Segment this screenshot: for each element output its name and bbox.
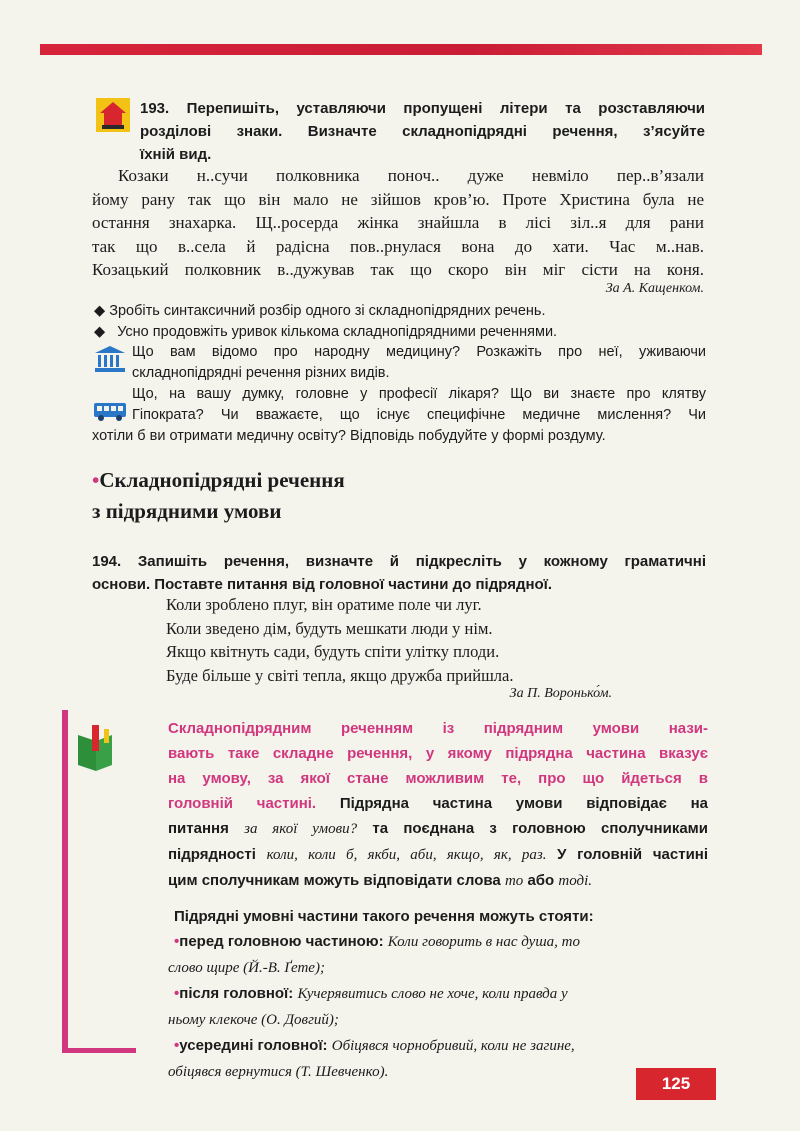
rule-corner-bar [62,1048,136,1053]
task-line: Що, на вашу думку, головне у професії лікаря? Що ви знаєте про клятву [132,386,706,402]
task-line: хотіли б ви отримати медичну освіту? Відповідь побудуйте у формі роздуму. [92,428,606,444]
bus-icon [93,400,127,422]
poem-line: Коли зведено дім, будуть мешкати люди у нім. [166,618,493,638]
task-item: ◆ Усно продовжіть уривок кількома складнопідрядними реченнями. [94,324,558,340]
top-color-bar [40,44,762,55]
rule-line: підрядності коли, коли б, якби, аби, якщо, як, раз. У головній частині [168,846,709,863]
text-line: Козацький полковник в..дужував так що скоро він міг сісти на коня. [92,260,704,279]
text-line: йому рану так що він мало не зійшов кров’ю. Проте Христина була не [92,189,704,209]
task-item: ◆ Зробіть синтаксичний розбір одного зі складнопідрядних речень. [94,303,546,319]
text-line: остання знахарка. Щ..росерда жінка знайшла в лісі зіл..я для рани [92,213,704,232]
discuss-task [132,342,706,384]
diamond-bullet-icon: ◆ [94,324,106,340]
write-task [92,384,706,447]
task-line: складнопідрядні речення різних видів. [132,365,390,381]
text-line: Козаки н..сучи полковника поноч.. дуже невміло пер..в’язали [118,166,704,185]
section-title-line: з підрядними умови [92,499,282,523]
rule-line: питання за якої умови? та поєднана з головною сполучниками [168,820,708,837]
section-title-line: Складнопідрядні речення [99,468,345,492]
instruction-line: 193. Перепишіть, уставляючи пропущені літери та розставляючи [140,100,705,117]
task-list [94,301,706,343]
position-item: •перед головною частиною: Коли говорить в нас душа, то [174,933,580,950]
rule-definition-line: вають таке складне речення, у якому підрядна частина вказує [168,745,708,762]
text-line: так що в..села й радісна пов..рнулася вона до хати. Час м..нав. [92,236,704,256]
positions-title: Підрядні умовні частини такого речення можуть стояти: [174,908,594,925]
position-example: слово щире (Й.-В. Ґете); [168,960,325,976]
pink-bullet: • [174,933,180,950]
pink-bullet: • [174,1037,180,1054]
position-example: обіцявся вернутися (Т. Шевченко). [168,1064,389,1080]
position-item: •після головної: Кучерявитись слово не хоче, коли правда у [174,985,568,1002]
task-line: Що вам відомо про народну медицину? Розкажіть про неї, уживаючи [132,344,706,360]
poem-line: Коли зроблено плуг, він оратиме поле чи луг. [166,595,482,614]
instruction-line: основи. Поставте питання від головної частини до підрядної. [92,576,553,593]
poem-line: Буде більше у світі тепла, якщо дружба прийшла. [166,665,514,685]
rule-line: головній частині. Підрядна частина умови відповідає на [168,795,709,812]
poem-line: Якщо квітнуть сади, будуть спіти улітку плоди. [166,642,500,661]
task-line: Гіпократа? Чи вважаєте, що існує специфічне медичне мислення? Чи [132,407,706,423]
rule-definition-line: Складнопідрядним реченням із підрядним умови нази- [168,720,708,737]
section-bullet: • [92,468,100,492]
book-bookmark-icon [74,725,116,775]
instruction-line: розділові знаки. Визначте складнопідрядні речення, з’ясуйте [140,123,705,140]
exercise-193-author: За А. Кащенком. [605,281,704,296]
instruction-line: їхній вид. [140,146,212,163]
section-title [92,466,592,525]
exercise-193-text [92,164,704,282]
rule-box [168,716,708,1085]
exercise-194-poem [166,593,686,687]
exercise-193-instruction [140,97,705,166]
instruction-line: 194. Запишіть речення, визначте й підкресліть у кожному граматичні [92,553,706,570]
house-pen-icon [96,98,132,134]
diamond-bullet-icon: ◆ [94,303,106,319]
exercise-194-author: За П. Воронько́м. [509,686,612,701]
rule-definition-line: на умову, за якої стане можливим те, про що йдеться в [168,770,708,787]
rule-line: цим сполучникам можуть відповідати слова то або тоді. [168,872,593,889]
position-item: •усередині головної: Обіцявся чорнобривий, коли не загине, [174,1037,575,1054]
position-example: ньому клекоче (О. Довгий); [168,1012,339,1028]
rule-side-bar [62,710,68,1050]
exercise-194-instruction [92,550,706,596]
page-number: 125 [636,1068,716,1100]
museum-icon [93,344,127,374]
pink-bullet: • [174,985,180,1002]
